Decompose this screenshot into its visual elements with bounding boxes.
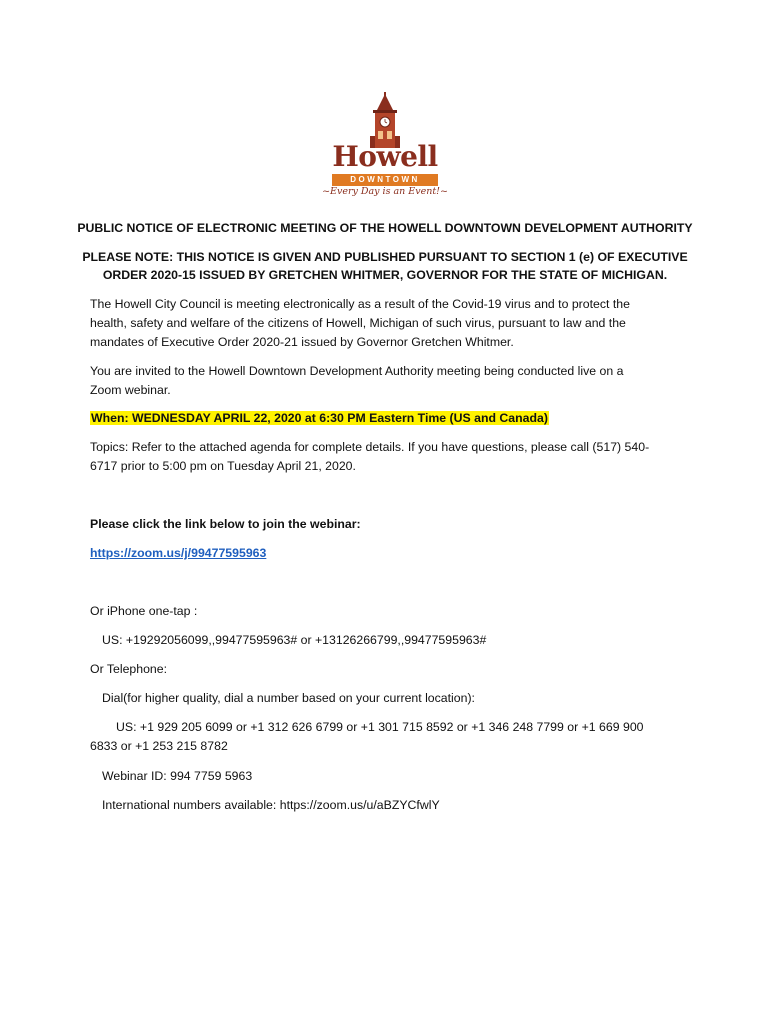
webinar-id: Webinar ID: 994 7759 5963 bbox=[102, 769, 253, 783]
howell-downtown-logo bbox=[320, 92, 450, 204]
international-numbers: International numbers available: https://zoom.us/u/aBZYCfwlY bbox=[102, 798, 440, 812]
iphone-numbers: US: +19292056099,,99477595963# or +13126266799,,99477595963# bbox=[102, 633, 487, 647]
logo-tagline: ~Every Day is an Event!~ bbox=[322, 186, 448, 197]
paragraph-1-line-3: mandates of Executive Order 2020-21 issued by Governor Gretchen Whitmer. bbox=[90, 335, 514, 349]
paragraph-1-line-2: health, safety and welfare of the citizens of Howell, Michigan of such virus, pursuant to law and the bbox=[90, 316, 626, 330]
logo-band: DOWNTOWN bbox=[332, 174, 438, 186]
meeting-when bbox=[90, 409, 549, 428]
dial-numbers-line-2: 6833 or +1 253 215 8782 bbox=[90, 739, 228, 753]
topics-line-1: Topics: Refer to the attached agenda for complete details. If you have questions, please call (517) 540- bbox=[90, 440, 650, 454]
dial-label: Dial(for higher quality, dial a number based on your current location): bbox=[102, 691, 475, 705]
paragraph-1-line-1: The Howell City Council is meeting electronically as a result of the Covid-19 virus and to protect the bbox=[90, 297, 630, 311]
dial-numbers-line-1: US: +1 929 205 6099 or +1 312 626 6799 or +1 301 715 8592 or +1 346 248 7799 or +1 669 900 bbox=[116, 720, 644, 734]
join-link-row bbox=[90, 544, 266, 563]
paragraph-2-line-2: Zoom webinar. bbox=[90, 383, 171, 397]
notice-title: PUBLIC NOTICE OF ELECTRONIC MEETING OF THE HOWELL DOWNTOWN DEVELOPMENT AUTHORITY bbox=[77, 221, 693, 235]
meeting-when-highlight: When: WEDNESDAY APRIL 22, 2020 at 6:30 PM Eastern Time (US and Canada) bbox=[91, 411, 548, 425]
logo-wordmark: Howell bbox=[332, 140, 438, 173]
iphone-label: Or iPhone one-tap : bbox=[90, 604, 198, 618]
please-note-line-2: ORDER 2020-15 ISSUED BY GRETCHEN WHITMER, GOVERNOR FOR THE STATE OF MICHIGAN. bbox=[102, 268, 668, 282]
topics-line-2: 6717 prior to 5:00 pm on Tuesday April 21, 2020. bbox=[90, 459, 356, 473]
zoom-webinar-link[interactable]: https://zoom.us/j/99477595963 bbox=[90, 546, 267, 560]
telephone-label: Or Telephone: bbox=[90, 662, 168, 676]
please-note-line-1: PLEASE NOTE: THIS NOTICE IS GIVEN AND PUBLISHED PURSUANT TO SECTION 1 (e) OF EXECUTIVE bbox=[82, 250, 688, 264]
paragraph-2-line-1: You are invited to the Howell Downtown Development Authority meeting being conducted live on a bbox=[90, 364, 624, 378]
join-label: Please click the link below to join the webinar: bbox=[90, 517, 361, 531]
